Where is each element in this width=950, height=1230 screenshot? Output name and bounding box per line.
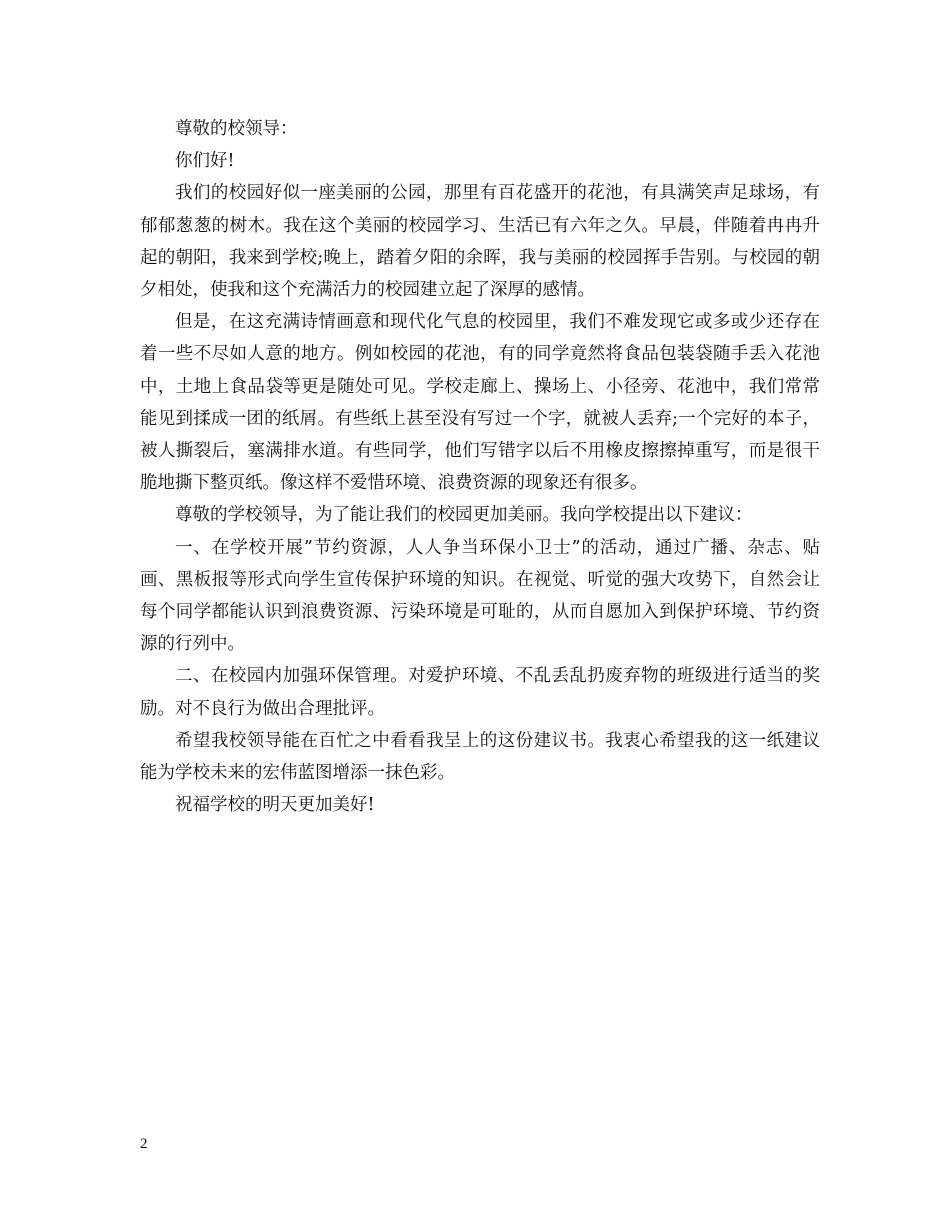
paragraph-proposal-intro: 尊敬的学校领导，为了能让我们的校园更加美丽。我向学校提出以下建议： bbox=[175, 505, 753, 526]
closing-wish: 祝福学校的明天更加美好! bbox=[175, 795, 375, 816]
paragraph-hope: 希望我校领导能在百忙之中看看我呈上的这份建议书。我衷心希望我的这一纸建议能为学校未来的宏伟蓝图增添一抹色彩。 bbox=[140, 730, 820, 784]
page-number: 2 bbox=[140, 1136, 148, 1152]
salutation: 尊敬的校领导： bbox=[175, 119, 298, 139]
paragraph-suggestion-two: 二、在校园内加强环保管理。对爱护环境、不乱丢乱扔废弃物的班级进行适当的奖励。对不良行为做出合理批评。 bbox=[140, 666, 820, 719]
paragraph-campus-description: 我们的校园好似一座美丽的公园，那里有百花盛开的花池，有具满笑声足球场，有郁郁葱葱的树木。我在这个美丽的校园学习、生活已有六年之久。早晨，伴随着冉冉升起的朝阳，我来到学校;晚上，踏着夕阳的余晖，我与美丽的校园挥手告别。与校园的朝夕相处，使我和这个充满活力的校园建立起了深厚的感情。 bbox=[140, 183, 820, 301]
paragraph-suggestion-one: 一、在学校开展”节约资源，人人争当环保小卫士”的活动，通过广播、杂志、贴画、黑板报等形式向学生宣传保护环境的知识。在视觉、听觉的强大攻势下，自然会让每个同学都能认识到浪费资源、污染环境是可耻的，从而自愿加入到保护环境、节约资源的行列中。 bbox=[140, 537, 820, 655]
document-body bbox=[140, 113, 820, 821]
greeting: 你们好! bbox=[175, 151, 235, 172]
paragraph-problems: 但是，在这充满诗情画意和现代化气息的校园里，我们不难发现它或多或少还存在着一些不尽如人意的地方。例如校园的花池，有的同学竟然将食品包装袋随手丢入花池中，土地上食品袋等更是随处可见。学校走廊上、操场上、小径旁、花池中，我们常常能见到揉成一团的纸屑。有些纸上甚至没有写过一个字，就被人丢弃;一个完好的本子，被人撕裂后，塞满排水道。有些同学，他们写错字以后不用橡皮擦擦掉重写，而是很干脆地撕下整页纸。像这样不爱惜环境、浪费资源的现象还有很多。 bbox=[140, 312, 820, 494]
